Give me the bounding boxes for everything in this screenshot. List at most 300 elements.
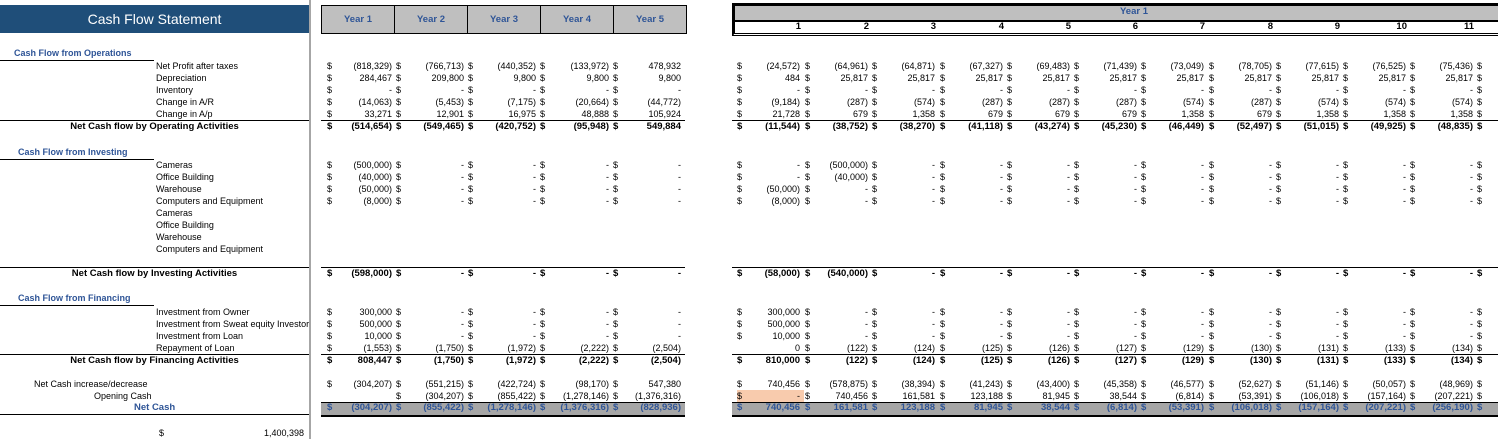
- currency-symbol: $: [737, 109, 743, 119]
- currency-symbol: $: [1007, 391, 1013, 401]
- monthly-cell[interactable]: [1410, 390, 1477, 402]
- cell-value: (1,376,316): [634, 391, 681, 401]
- monthly-cell[interactable]: [737, 121, 804, 133]
- monthly-cell[interactable]: [805, 402, 872, 414]
- monthly-cell[interactable]: [1276, 306, 1343, 318]
- monthly-cell[interactable]: [1007, 355, 1074, 367]
- monthly-cell[interactable]: [872, 171, 939, 183]
- monthly-cell[interactable]: [1007, 171, 1074, 183]
- monthly-cell-partial[interactable]: [1477, 390, 1498, 402]
- monthly-cell[interactable]: [1007, 108, 1074, 120]
- monthly-cell[interactable]: [940, 108, 1007, 120]
- monthly-cell[interactable]: [1410, 159, 1477, 171]
- monthly-cell[interactable]: [1141, 402, 1208, 414]
- monthly-cell-partial[interactable]: [1477, 183, 1498, 195]
- monthly-cell[interactable]: [1074, 171, 1141, 183]
- monthly-cell[interactable]: [1276, 318, 1343, 330]
- monthly-cell[interactable]: [1141, 390, 1208, 402]
- cell-value: -: [1000, 331, 1003, 341]
- monthly-cell[interactable]: [940, 159, 1007, 171]
- monthly-cell[interactable]: [940, 60, 1007, 72]
- monthly-cell[interactable]: [1276, 171, 1343, 183]
- monthly-cell[interactable]: [1276, 72, 1343, 84]
- monthly-cell[interactable]: [1343, 195, 1410, 207]
- monthly-cell-partial[interactable]: [1477, 402, 1498, 414]
- monthly-cell[interactable]: [1343, 306, 1410, 318]
- monthly-cell[interactable]: [1141, 378, 1208, 390]
- monthly-cell[interactable]: [1209, 342, 1276, 354]
- monthly-cell[interactable]: [1141, 306, 1208, 318]
- monthly-cell[interactable]: [872, 318, 939, 330]
- monthly-cell[interactable]: [940, 121, 1007, 133]
- monthly-cell[interactable]: [1209, 96, 1276, 108]
- currency-symbol: $: [1343, 319, 1349, 329]
- monthly-cell[interactable]: [940, 402, 1007, 414]
- monthly-cell[interactable]: [1007, 159, 1074, 171]
- monthly-cell[interactable]: [1343, 171, 1410, 183]
- cell-value: (574): [1182, 97, 1204, 107]
- monthly-cell[interactable]: [805, 378, 872, 390]
- monthly-cell[interactable]: [1276, 121, 1343, 133]
- monthly-cell-partial[interactable]: [1477, 60, 1498, 72]
- monthly-cell[interactable]: [872, 378, 939, 390]
- monthly-values-row: [0, 121, 1498, 133]
- monthly-cell[interactable]: [737, 402, 804, 414]
- currency-symbol: $: [940, 319, 946, 329]
- monthly-cell[interactable]: [1074, 195, 1141, 207]
- monthly-cell[interactable]: [1276, 268, 1343, 280]
- monthly-cell[interactable]: [1410, 306, 1477, 318]
- monthly-cell[interactable]: [1276, 108, 1343, 120]
- currency-symbol: $: [468, 184, 474, 194]
- monthly-cell[interactable]: [1074, 159, 1141, 171]
- monthly-cell[interactable]: [940, 84, 1007, 96]
- monthly-values-row: [0, 195, 1498, 207]
- monthly-cell[interactable]: [805, 195, 872, 207]
- monthly-cell[interactable]: [1141, 121, 1208, 133]
- currency-symbol: $: [540, 109, 546, 119]
- monthly-cell[interactable]: [1410, 195, 1477, 207]
- monthly-cell[interactable]: [1074, 108, 1141, 120]
- cell-value: -: [1000, 172, 1003, 182]
- monthly-cell[interactable]: [805, 268, 872, 280]
- monthly-cell[interactable]: [940, 268, 1007, 280]
- monthly-cell[interactable]: [1209, 84, 1276, 96]
- monthly-cell[interactable]: [1343, 108, 1410, 120]
- monthly-cell-partial[interactable]: [1477, 171, 1498, 183]
- monthly-cell[interactable]: [1209, 268, 1276, 280]
- monthly-cell[interactable]: [737, 72, 804, 84]
- monthly-cell[interactable]: [805, 330, 872, 342]
- monthly-cell[interactable]: [940, 72, 1007, 84]
- monthly-cell-partial[interactable]: [1477, 159, 1498, 171]
- monthly-cell[interactable]: [1276, 378, 1343, 390]
- monthly-cell[interactable]: [805, 318, 872, 330]
- monthly-cell[interactable]: [940, 330, 1007, 342]
- currency-symbol: $: [1007, 319, 1013, 329]
- monthly-cell[interactable]: [1276, 183, 1343, 195]
- cell-value: (304,207): [425, 391, 464, 401]
- monthly-cell[interactable]: [1007, 342, 1074, 354]
- monthly-cell[interactable]: [1209, 195, 1276, 207]
- cell-value: 25,817: [975, 73, 1003, 83]
- monthly-cell[interactable]: [805, 121, 872, 133]
- monthly-cell[interactable]: [737, 195, 804, 207]
- monthly-cell[interactable]: [1141, 183, 1208, 195]
- cell-value: (131): [1317, 343, 1339, 353]
- monthly-cell[interactable]: [1343, 96, 1410, 108]
- monthly-cell[interactable]: [805, 60, 872, 72]
- monthly-cell[interactable]: [1209, 318, 1276, 330]
- cell-value: 81,945: [973, 402, 1003, 413]
- monthly-cell[interactable]: [1141, 330, 1208, 342]
- monthly-cell[interactable]: [940, 378, 1007, 390]
- monthly-cell[interactable]: [1007, 72, 1074, 84]
- cell-value: -: [1000, 307, 1003, 317]
- monthly-cell[interactable]: [872, 121, 939, 133]
- monthly-cell[interactable]: [1141, 108, 1208, 120]
- monthly-cell[interactable]: [1074, 84, 1141, 96]
- monthly-cell[interactable]: [1209, 171, 1276, 183]
- cell-value: (127): [1114, 355, 1137, 366]
- monthly-cell[interactable]: [805, 159, 872, 171]
- monthly-cell[interactable]: [737, 268, 804, 280]
- currency-symbol: $: [1410, 343, 1416, 353]
- monthly-cell[interactable]: [805, 84, 872, 96]
- monthly-cell[interactable]: [737, 171, 804, 183]
- monthly-cell-partial[interactable]: [1477, 355, 1498, 367]
- monthly-cell[interactable]: [737, 306, 804, 318]
- cell-value: -: [1000, 85, 1003, 95]
- monthly-cell[interactable]: [737, 318, 804, 330]
- monthly-cell[interactable]: [872, 390, 939, 402]
- monthly-cell[interactable]: [805, 183, 872, 195]
- monthly-cell[interactable]: [737, 159, 804, 171]
- monthly-cell-partial[interactable]: [1477, 84, 1498, 96]
- monthly-cell[interactable]: [1276, 159, 1343, 171]
- monthly-cell-partial[interactable]: [1477, 268, 1498, 280]
- monthly-cell[interactable]: [1343, 72, 1410, 84]
- monthly-cell[interactable]: [805, 306, 872, 318]
- monthly-cell[interactable]: [1007, 96, 1074, 108]
- monthly-cell[interactable]: [940, 390, 1007, 402]
- monthly-cell[interactable]: [940, 96, 1007, 108]
- monthly-cell[interactable]: [1209, 390, 1276, 402]
- monthly-cell[interactable]: [1276, 355, 1343, 367]
- monthly-cell[interactable]: [1343, 159, 1410, 171]
- monthly-cell[interactable]: [1074, 72, 1141, 84]
- monthly-cell[interactable]: [1074, 306, 1141, 318]
- monthly-cell[interactable]: [872, 342, 939, 354]
- monthly-cell[interactable]: [940, 183, 1007, 195]
- monthly-cell[interactable]: [805, 96, 872, 108]
- monthly-cell[interactable]: [1141, 342, 1208, 354]
- monthly-cell[interactable]: [1410, 171, 1477, 183]
- monthly-cell[interactable]: [940, 195, 1007, 207]
- monthly-cell[interactable]: [1343, 378, 1410, 390]
- monthly-cell[interactable]: [940, 342, 1007, 354]
- currency-symbol: $: [468, 61, 474, 71]
- currency-symbol: $: [540, 85, 546, 95]
- monthly-cell[interactable]: [1074, 183, 1141, 195]
- monthly-cell[interactable]: [1141, 195, 1208, 207]
- monthly-cell[interactable]: [872, 402, 939, 414]
- monthly-cell-partial[interactable]: [1477, 318, 1498, 330]
- monthly-cell[interactable]: [1276, 402, 1343, 414]
- cell-value: -: [932, 319, 935, 329]
- monthly-cell[interactable]: [1276, 330, 1343, 342]
- currency-symbol: $: [468, 85, 474, 95]
- monthly-cell[interactable]: [1007, 84, 1074, 96]
- monthly-cell[interactable]: [1209, 183, 1276, 195]
- monthly-cell[interactable]: [872, 72, 939, 84]
- monthly-cell[interactable]: [1141, 96, 1208, 108]
- cell-value: -: [1403, 319, 1406, 329]
- cell-value: -: [1200, 268, 1204, 279]
- monthly-cell[interactable]: [1343, 330, 1410, 342]
- monthly-cell[interactable]: [1209, 60, 1276, 72]
- monthly-cell[interactable]: [940, 318, 1007, 330]
- monthly-cell[interactable]: [1410, 96, 1477, 108]
- monthly-cell[interactable]: [1410, 84, 1477, 96]
- monthly-cell-partial[interactable]: [1477, 96, 1498, 108]
- monthly-cell[interactable]: [1410, 72, 1477, 84]
- currency-symbol: $: [613, 343, 619, 353]
- monthly-cell[interactable]: [737, 378, 804, 390]
- monthly-cell[interactable]: [737, 84, 804, 96]
- cell-value: (6,814): [1106, 402, 1137, 413]
- monthly-cell[interactable]: [1074, 342, 1141, 354]
- monthly-cell[interactable]: [805, 108, 872, 120]
- monthly-cell[interactable]: [1410, 108, 1477, 120]
- monthly-cell[interactable]: [1074, 402, 1141, 414]
- currency-symbol: $: [396, 85, 402, 95]
- monthly-cell[interactable]: [1410, 318, 1477, 330]
- monthly-cell[interactable]: [1074, 318, 1141, 330]
- currency-symbol: $: [1141, 196, 1147, 206]
- monthly-cell[interactable]: [1141, 318, 1208, 330]
- cell-value: -: [1134, 85, 1137, 95]
- monthly-cell[interactable]: [940, 171, 1007, 183]
- monthly-cell[interactable]: [737, 342, 804, 354]
- monthly-cell[interactable]: [1007, 60, 1074, 72]
- monthly-cell[interactable]: [737, 330, 804, 342]
- monthly-cell[interactable]: [1074, 355, 1141, 367]
- monthly-cell[interactable]: [872, 268, 939, 280]
- monthly-cell[interactable]: [872, 355, 939, 367]
- monthly-cell[interactable]: [872, 108, 939, 120]
- cell-value: -: [1403, 307, 1406, 317]
- monthly-cell-partial[interactable]: [1477, 72, 1498, 84]
- monthly-cell[interactable]: [1410, 121, 1477, 133]
- monthly-cell[interactable]: [1343, 342, 1410, 354]
- monthly-cell[interactable]: [1276, 96, 1343, 108]
- monthly-cell[interactable]: [1276, 84, 1343, 96]
- currency-symbol: $: [1209, 307, 1215, 317]
- yearly-cell[interactable]: [540, 402, 613, 414]
- monthly-cell[interactable]: [1410, 330, 1477, 342]
- monthly-cell[interactable]: [1209, 108, 1276, 120]
- currency-symbol: $: [805, 121, 811, 132]
- cell-value: -: [797, 85, 800, 95]
- currency-symbol: $: [940, 402, 946, 413]
- currency-symbol: $: [1343, 355, 1349, 366]
- monthly-cell[interactable]: [1410, 402, 1477, 414]
- cell-value: -: [999, 268, 1003, 279]
- monthly-cell[interactable]: [1007, 378, 1074, 390]
- monthly-cell[interactable]: [1276, 390, 1343, 402]
- currency-symbol: $: [1276, 319, 1282, 329]
- monthly-cell[interactable]: [1007, 268, 1074, 280]
- monthly-cell-partial[interactable]: [1477, 306, 1498, 318]
- currency-symbol: $: [613, 307, 619, 317]
- monthly-cell[interactable]: [1343, 60, 1410, 72]
- line-item-label: Office Building: [156, 172, 214, 182]
- monthly-cell[interactable]: [1276, 195, 1343, 207]
- monthly-cell[interactable]: [1410, 355, 1477, 367]
- monthly-cell[interactable]: [1209, 355, 1276, 367]
- monthly-cell[interactable]: [940, 306, 1007, 318]
- monthly-cell[interactable]: [872, 159, 939, 171]
- monthly-cell[interactable]: [1343, 268, 1410, 280]
- monthly-cell[interactable]: [872, 96, 939, 108]
- monthly-cell[interactable]: [1343, 183, 1410, 195]
- monthly-cell[interactable]: [1343, 121, 1410, 133]
- monthly-cell[interactable]: [1343, 355, 1410, 367]
- monthly-values-row: [0, 318, 1498, 330]
- currency-symbol: $: [1410, 268, 1416, 279]
- monthly-cell[interactable]: [1209, 306, 1276, 318]
- monthly-cell[interactable]: [1209, 121, 1276, 133]
- monthly-cell[interactable]: [805, 355, 872, 367]
- monthly-cell[interactable]: [1410, 378, 1477, 390]
- monthly-cell-partial[interactable]: [1477, 121, 1498, 133]
- monthly-cell[interactable]: [1007, 402, 1074, 414]
- cell-value: 10,000: [364, 331, 392, 341]
- cell-value: -: [865, 331, 868, 341]
- currency-symbol: $: [1007, 61, 1013, 71]
- monthly-cell[interactable]: [1343, 402, 1410, 414]
- monthly-cell[interactable]: [1007, 318, 1074, 330]
- monthly-cell[interactable]: [805, 72, 872, 84]
- monthly-cell[interactable]: [737, 60, 804, 72]
- monthly-cell[interactable]: [1141, 84, 1208, 96]
- monthly-cell[interactable]: [1007, 390, 1074, 402]
- cell-value: -: [1268, 268, 1272, 279]
- yearly-cell[interactable]: [468, 402, 540, 414]
- monthly-cell[interactable]: [1074, 390, 1141, 402]
- monthly-cell[interactable]: [737, 183, 804, 195]
- monthly-cell[interactable]: [1410, 342, 1477, 354]
- currency-symbol: $: [737, 160, 743, 170]
- monthly-cell[interactable]: [872, 60, 939, 72]
- monthly-cell[interactable]: [872, 84, 939, 96]
- monthly-cell[interactable]: [737, 355, 804, 367]
- monthly-cell[interactable]: [1141, 72, 1208, 84]
- yearly-cell[interactable]: [327, 402, 396, 414]
- monthly-cell[interactable]: [872, 306, 939, 318]
- currency-symbol: $: [1343, 121, 1349, 132]
- monthly-values-row: [0, 60, 1498, 72]
- monthly-cell[interactable]: [872, 195, 939, 207]
- monthly-cell[interactable]: [1141, 60, 1208, 72]
- monthly-cell[interactable]: [1209, 402, 1276, 414]
- monthly-cell[interactable]: [805, 390, 872, 402]
- monthly-cell[interactable]: [1141, 355, 1208, 367]
- monthly-cell[interactable]: [1209, 72, 1276, 84]
- monthly-cell[interactable]: [737, 96, 804, 108]
- monthly-cell[interactable]: [872, 183, 939, 195]
- monthly-cell[interactable]: [1074, 378, 1141, 390]
- line-item-label: Change in A/R: [156, 97, 215, 107]
- monthly-cell[interactable]: [1074, 268, 1141, 280]
- monthly-cell[interactable]: [1209, 378, 1276, 390]
- currency-symbol: $: [805, 61, 811, 71]
- yearly-cell[interactable]: [613, 402, 685, 414]
- monthly-cell[interactable]: [1276, 60, 1343, 72]
- yearly-cell[interactable]: [396, 402, 468, 414]
- monthly-cell[interactable]: [1074, 121, 1141, 133]
- currency-symbol: $: [327, 379, 333, 389]
- monthly-cell[interactable]: [1343, 84, 1410, 96]
- cell-value: (500,000): [353, 160, 392, 170]
- monthly-cell[interactable]: [805, 342, 872, 354]
- currency-symbol: $: [1410, 109, 1416, 119]
- monthly-cell[interactable]: [1007, 306, 1074, 318]
- monthly-cell[interactable]: [1007, 330, 1074, 342]
- monthly-cell[interactable]: [1074, 96, 1141, 108]
- monthly-cell[interactable]: [1074, 60, 1141, 72]
- currency-symbol: $: [540, 184, 546, 194]
- monthly-cell[interactable]: [1007, 195, 1074, 207]
- monthly-cell[interactable]: [1141, 159, 1208, 171]
- monthly-cell[interactable]: [1410, 268, 1477, 280]
- monthly-cell[interactable]: [1074, 330, 1141, 342]
- monthly-cell[interactable]: [1410, 183, 1477, 195]
- cell-value: 679: [1054, 109, 1070, 119]
- monthly-cell[interactable]: [1007, 121, 1074, 133]
- monthly-cell[interactable]: [1343, 390, 1410, 402]
- cell-value: -: [1336, 172, 1339, 182]
- monthly-cell[interactable]: [737, 108, 804, 120]
- cell-value: -: [1000, 184, 1003, 194]
- currency-symbol: $: [1007, 184, 1013, 194]
- currency-symbol: $: [940, 184, 946, 194]
- monthly-cell[interactable]: [1209, 330, 1276, 342]
- monthly-cell-partial[interactable]: [1477, 330, 1498, 342]
- monthly-cell[interactable]: [1276, 342, 1343, 354]
- monthly-cell-partial[interactable]: [1477, 342, 1498, 354]
- monthly-cell-partial[interactable]: [1477, 195, 1498, 207]
- monthly-cell[interactable]: [872, 330, 939, 342]
- monthly-cell[interactable]: [1141, 171, 1208, 183]
- monthly-cell[interactable]: [1343, 318, 1410, 330]
- monthly-cell[interactable]: [1410, 60, 1477, 72]
- cell-value: 679: [1121, 109, 1137, 119]
- year-header-3: Year 3: [468, 6, 541, 33]
- line-item-label: Warehouse: [156, 232, 202, 242]
- currency-symbol: $: [327, 343, 333, 353]
- monthly-cell[interactable]: [737, 390, 804, 402]
- monthly-cell[interactable]: [1141, 268, 1208, 280]
- monthly-cell[interactable]: [1007, 183, 1074, 195]
- monthly-cell-partial[interactable]: [1477, 378, 1498, 390]
- monthly-cell-partial[interactable]: [1477, 108, 1498, 120]
- monthly-cell[interactable]: [1209, 159, 1276, 171]
- monthly-cell[interactable]: [805, 171, 872, 183]
- cell-value: -: [1403, 160, 1406, 170]
- monthly-cell[interactable]: [940, 355, 1007, 367]
